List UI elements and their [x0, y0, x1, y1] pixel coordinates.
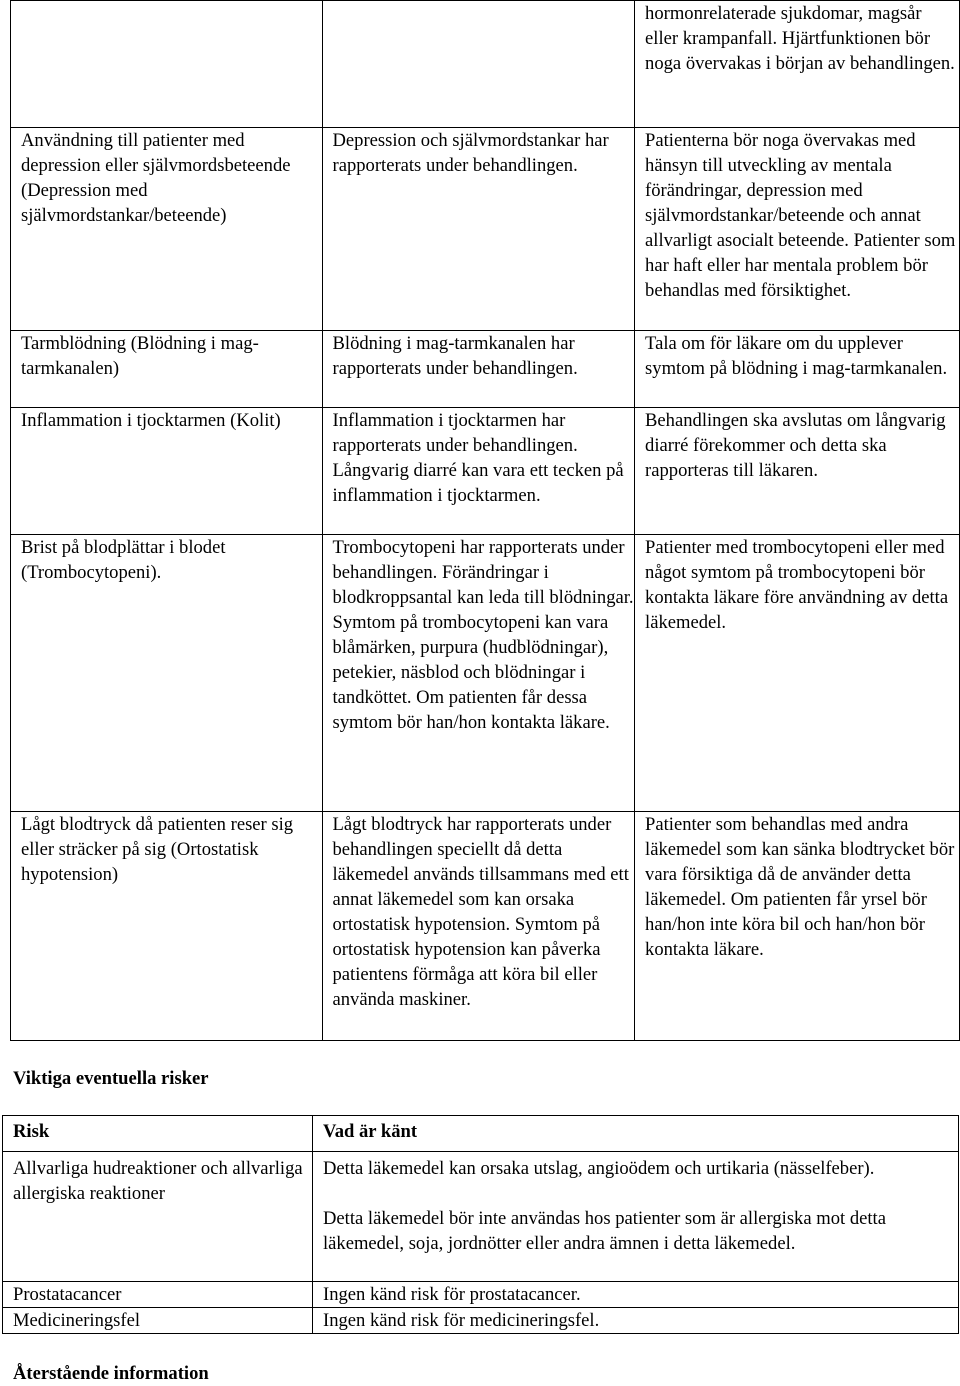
risk-description-cell — [322, 128, 635, 331]
table-row — [11, 535, 960, 812]
risk-measure-cell — [635, 331, 960, 408]
risk-measure-cell — [635, 128, 960, 331]
known-cell — [313, 1152, 959, 1282]
risk-name-cell — [11, 1, 323, 128]
risk-measures-table — [10, 0, 960, 1041]
risk-name-cell — [11, 812, 323, 1041]
risk-name-text: Tarmblödning (Blödning i mag-tarmkanalen) — [21, 333, 259, 379]
risk-measure-cell — [635, 535, 960, 812]
risk-description-cell — [322, 535, 635, 812]
known-text: Detta läkemedel bör inte användas hos patienter som är allergiska mot detta läkemedel, soja, jordnötter eller andra ämnen i detta läkemedel. — [323, 1208, 886, 1254]
risk-description-text: Blödning i mag-tarmkanalen har rapporterats under behandlingen. — [332, 333, 578, 379]
risk-measure-text: Patienterna bör noga övervakas med hänsyn till utveckling av mentala förändringar, depression med självmordstankar/beteende och annat allvarligt asocialt beteende. Patienter som har haft eller har mentala problem bör behandlas med försiktighet. — [645, 130, 956, 301]
risk-measure-cell — [635, 812, 960, 1041]
risk-description-cell — [322, 812, 635, 1041]
table-row — [11, 331, 960, 408]
risk-measure-text: Patienter som behandlas med andra läkemedel som kan sänka blodtrycket bör vara försiktiga då de använder detta läkemedel. Om patienten får yrsel bör han/hon inte köra bil och han/hon bör kontakta läkare. — [645, 814, 955, 960]
known-text: Detta läkemedel kan orsaka utslag, angioödem och urtikaria (nässelfeber). — [323, 1158, 875, 1179]
known-cell — [313, 1308, 959, 1334]
known-text: Ingen känd risk för medicineringsfel. — [323, 1310, 600, 1331]
column-header-risk: Risk — [3, 1116, 313, 1152]
table-row — [11, 408, 960, 535]
table-row — [3, 1308, 959, 1334]
risk-name-cell — [11, 128, 323, 331]
risk-text: Prostatacancer — [13, 1284, 122, 1305]
table-row — [11, 812, 960, 1041]
risk-name-text: Inflammation i tjocktarmen (Kolit) — [21, 410, 281, 431]
table-row — [3, 1282, 959, 1308]
section-heading-important-risks: Viktiga eventuella risker — [13, 1068, 209, 1089]
risk-cell — [3, 1152, 313, 1282]
column-header-known: Vad är känt — [313, 1116, 959, 1152]
risk-description-text: Depression och självmordstankar har rapporterats under behandlingen. — [332, 130, 609, 176]
risk-cell — [3, 1308, 313, 1334]
risk-name-cell — [11, 331, 323, 408]
risk-description-cell — [322, 1, 635, 128]
risk-name-cell — [11, 535, 323, 812]
risk-measure-text: Tala om för läkare om du upplever symtom på blödning i mag-tarmkanalen. — [645, 333, 948, 379]
section-heading-missing-information: Återstående information — [13, 1363, 209, 1384]
known-cell — [313, 1282, 959, 1308]
risk-text: Medicineringsfel — [13, 1310, 141, 1331]
risk-description-text: Trombocytopeni har rapporterats under behandlingen. Förändringar i blodkroppsantal kan leda till blödningar. Symtom på trombocytopeni kan vara blåmärken, purpura (hudblödningar), petekier, näsblod och blödningar i tandköttet. Om patienten får dessa symtom bör han/hon kontakta läkare. — [332, 537, 634, 733]
known-text: Ingen känd risk för prostatacancer. — [323, 1284, 581, 1305]
risk-measure-text: hormonrelaterade sjukdomar, magsår eller krampanfall. Hjärtfunktionen bör noga övervakas i början av behandlingen. — [645, 3, 955, 74]
table-row — [11, 1, 960, 128]
risk-measure-cell — [635, 408, 960, 535]
risk-measure-cell — [635, 1, 960, 128]
table-row — [3, 1152, 959, 1282]
risk-description-text: Inflammation i tjocktarmen har rapporterats under behandlingen. Långvarig diarré kan vara ett tecken på inflammation i tjocktarmen. — [332, 410, 624, 506]
table-row — [11, 128, 960, 331]
risk-description-text: Lågt blodtryck har rapporterats under behandlingen speciellt då detta läkemedel används tillsammans med ett annat läkemedel som kan orsaka ortostatisk hypotension. Symtom på ortostatisk hypotension kan påverka patientens förmåga att köra bil eller använda maskiner. — [332, 814, 629, 1010]
risk-name-text: Brist på blodplättar i blodet (Trombocytopeni). — [21, 537, 226, 583]
risk-description-cell — [322, 331, 635, 408]
risk-measure-text: Behandlingen ska avslutas om långvarig diarré förekommer och detta ska rapporteras till läkaren. — [645, 410, 946, 481]
risk-description-cell — [322, 408, 635, 535]
risk-name-text: Användning till patienter med depression eller självmordsbeteende (Depression med självmordstankar/beteende) — [21, 130, 291, 226]
table-header-row — [3, 1116, 959, 1152]
risk-name-text: Lågt blodtryck då patienten reser sig eller sträcker på sig (Ortostatisk hypotension) — [21, 814, 294, 885]
important-risks-table — [2, 1115, 959, 1334]
risk-measure-text: Patienter med trombocytopeni eller med något symtom på trombocytopeni bör kontakta läkare före användning av detta läkemedel. — [645, 537, 949, 633]
risk-cell — [3, 1282, 313, 1308]
risk-name-cell — [11, 408, 323, 535]
risk-text: Allvarliga hudreaktioner och allvarliga allergiska reaktioner — [13, 1158, 303, 1204]
